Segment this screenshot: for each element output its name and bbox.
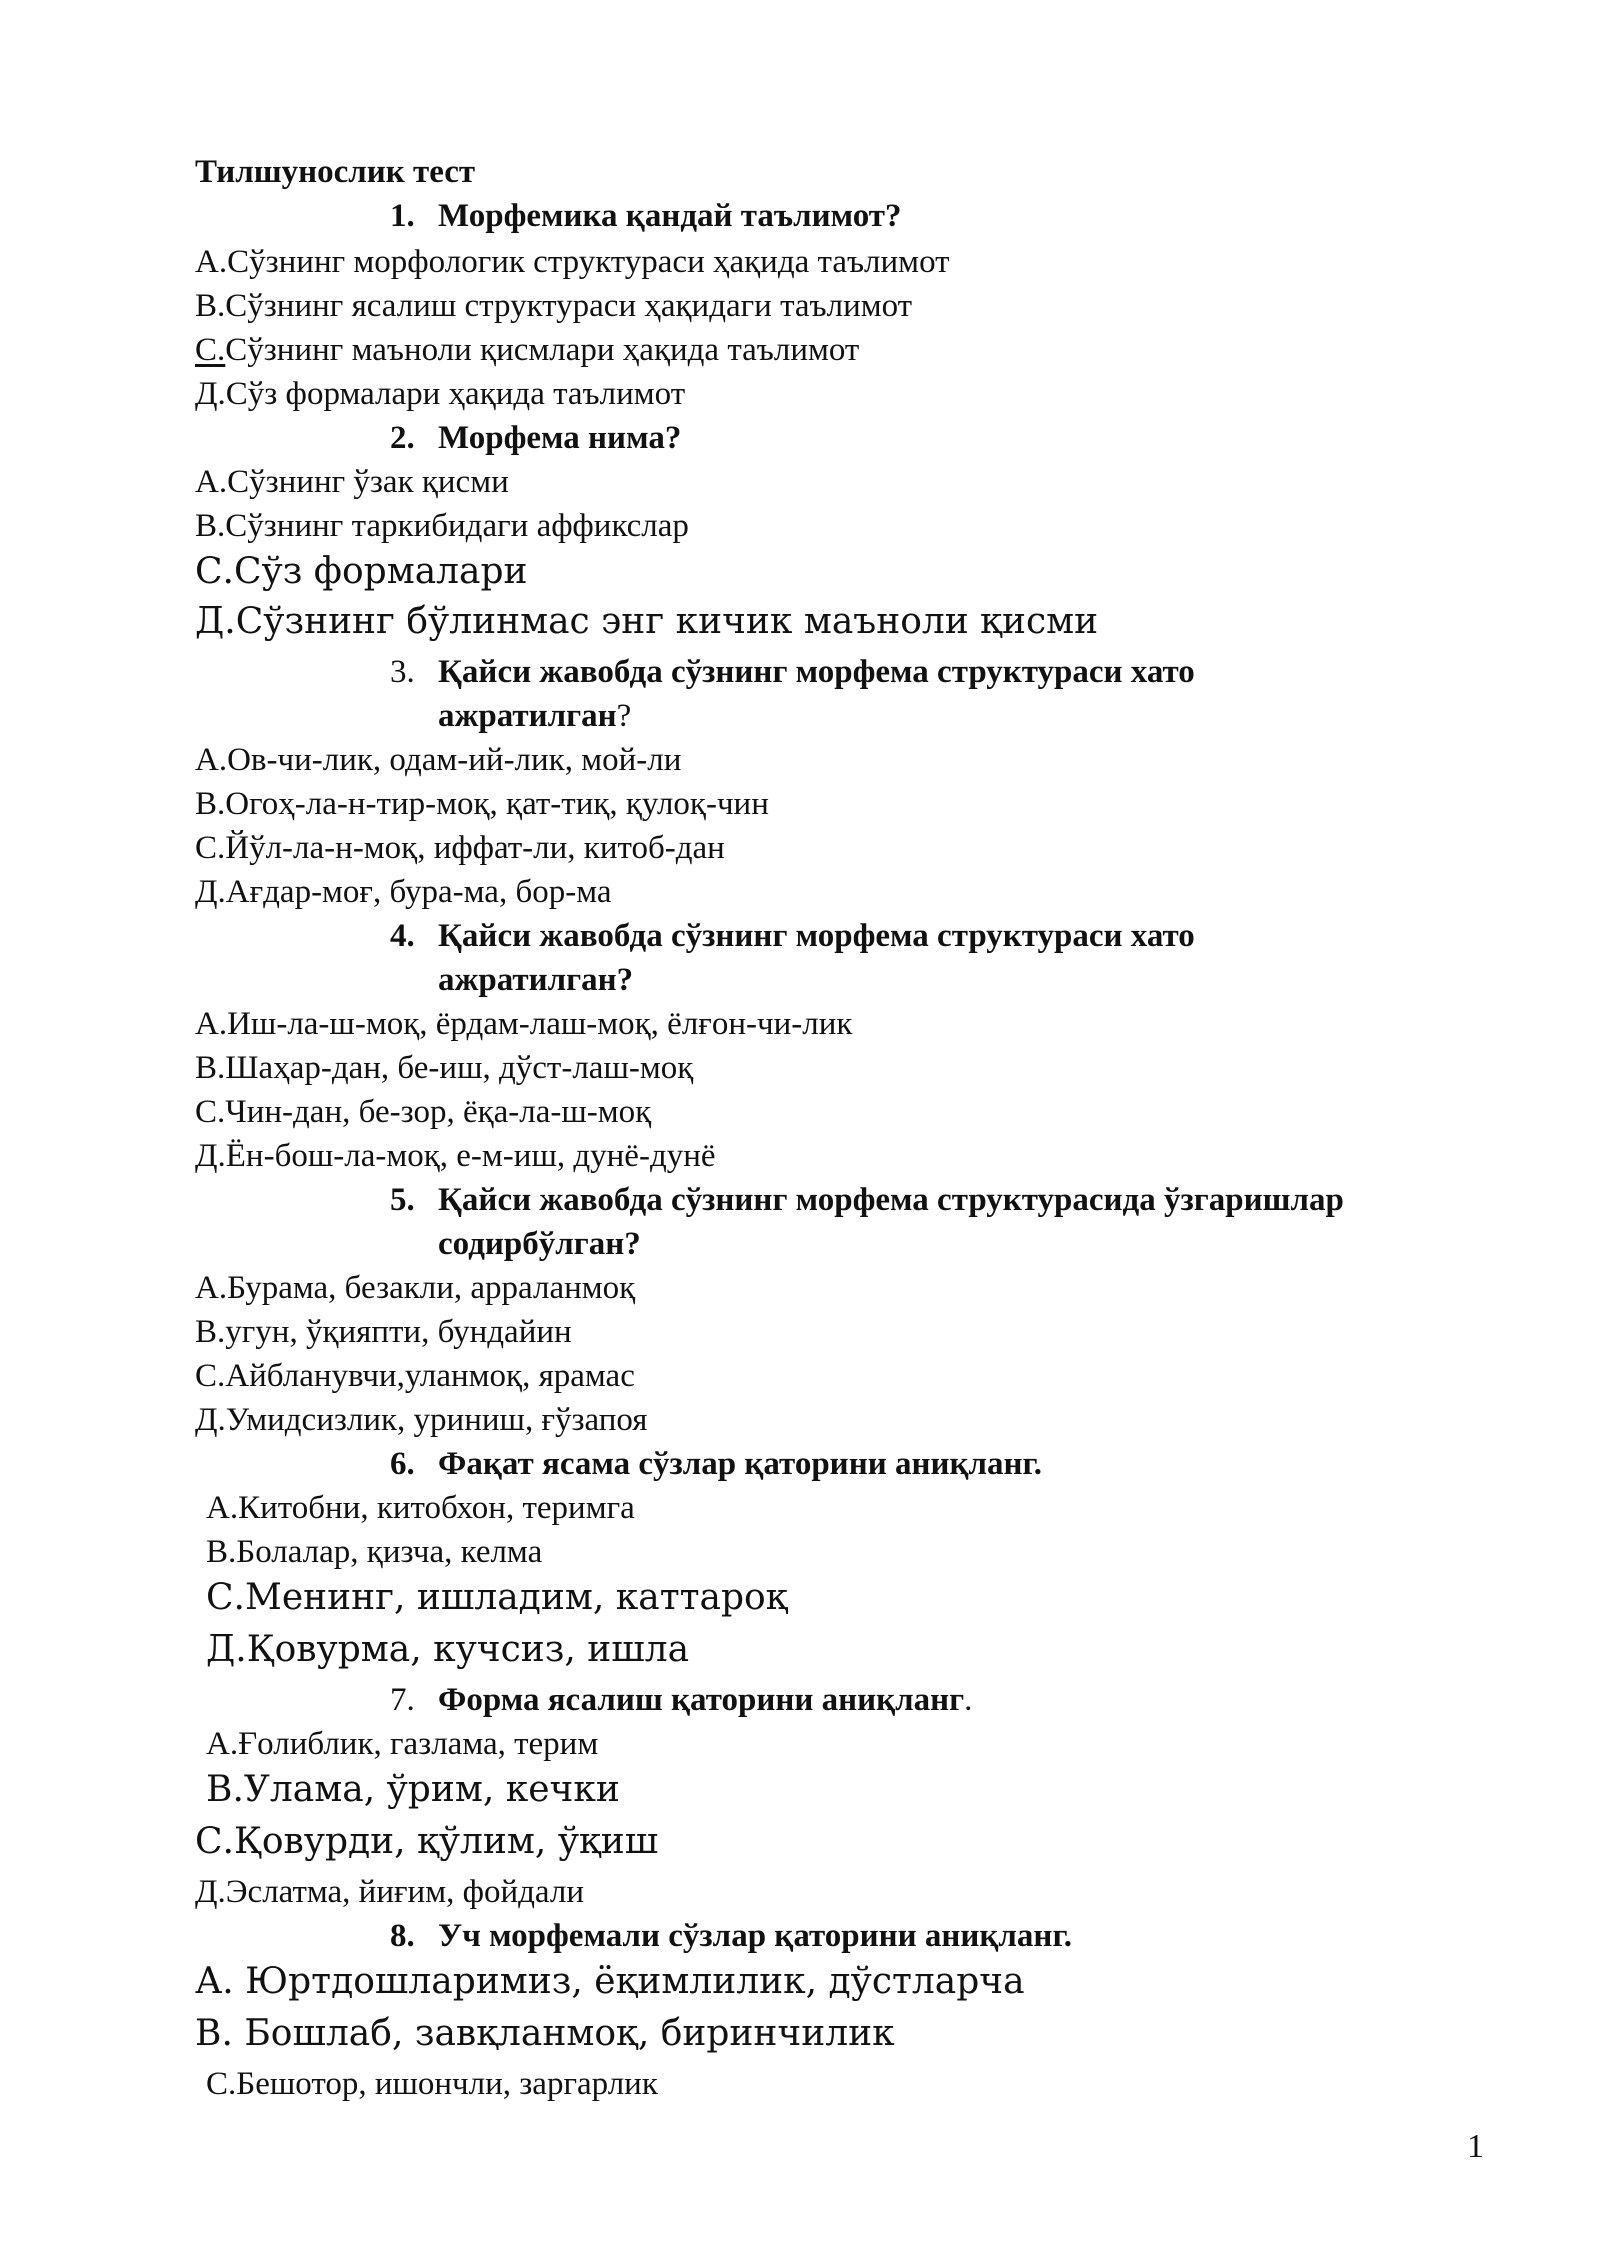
option-c: С.Айбланувчи,уланмоқ, ярамас [195, 1358, 635, 1394]
option-b: В.угун, ўқияпти, бундайин [195, 1314, 572, 1350]
question-2 [390, 422, 681, 455]
option-a: А.Сўзнинг ўзак қисми [195, 464, 509, 500]
question-text: Форма ясалиш қаторини аниқланг [438, 1682, 965, 1718]
option-c: С.Сўз формалари [195, 551, 528, 592]
option-a: А.Ғолиблик, газлама, терим [206, 1726, 599, 1762]
question-number: 4. [390, 918, 415, 954]
question-number: 8. [390, 1918, 415, 1954]
question-text-line-2: содирбўлган? [438, 1226, 641, 1262]
question-3-continuation [438, 700, 631, 733]
question-5 [390, 1184, 1344, 1217]
question-8 [390, 1920, 1072, 1953]
option-d: Д.Қовурма, кучсиз, ишла [206, 1629, 690, 1670]
question-tail: ? [616, 698, 632, 734]
option-a: А.Иш-ла-ш-моқ, ёрдам-лаш-моқ, ёлғон-чи-лик [195, 1006, 853, 1042]
page-number: 1 [1467, 2128, 1484, 2165]
option-b: В.Сўзнинг таркибидаги аффикслар [195, 508, 689, 544]
question-3 [390, 656, 1195, 689]
option-d: Д.Сўз формалари ҳақида таълимот [195, 376, 686, 412]
question-text-line-1: Қайси жавобда сўзнинг морфема структурасида ўзгаришлар [438, 1182, 1344, 1218]
question-text: Морфема нима? [438, 420, 682, 456]
option-b: В.Сўзнинг ясалиш структураси ҳақидаги таълимот [195, 288, 913, 324]
question-tail: . [964, 1682, 973, 1718]
question-4 [390, 920, 1195, 953]
question-number: 5. [390, 1182, 415, 1218]
question-number: 7. [390, 1682, 415, 1718]
option-c: С.Йўл-ла-н-моқ, иффат-ли, китоб-дан [195, 830, 725, 866]
question-text-line-1: Қайси жавобда сўзнинг морфема структураси хато [438, 918, 1195, 954]
question-text-line-2: ажратилган? [438, 962, 634, 998]
option-b: В. Бошлаб, завқланмоқ, биринчилик [195, 2013, 895, 2054]
question-number: 6. [390, 1446, 415, 1482]
option-a: А.Китобни, китобхон, теримга [206, 1490, 635, 1526]
question-6 [390, 1448, 1042, 1481]
option-c: С.Бешотор, ишончли, заргарлик [206, 2066, 658, 2102]
option-a: А.Сўзнинг морфологик структураси ҳақида таълимот [195, 244, 950, 280]
option-b: В.Огоҳ-ла-н-тир-моқ, қат-тиқ, қулоқ-чин [195, 786, 769, 822]
option-b: В.Шаҳар-дан, бе-иш, дўст-лаш-моқ [195, 1050, 694, 1086]
option-a: А. Юртдошларимиз, ёқимлилик, дўстларча [195, 1961, 1025, 2002]
option-d: Д.Сўзнинг бўлинмас энг кичик маъноли қисми [195, 601, 1099, 642]
question-text: Уч морфемали сўзлар қаторини аниқланг. [438, 1918, 1072, 1954]
question-7 [390, 1684, 972, 1717]
option-a: А.Бурама, безакли, арраланмоқ [195, 1270, 636, 1306]
option-d: Д.Умидсизлик, уриниш, ғўзапоя [195, 1402, 648, 1438]
question-text-line-2: ажратилган [438, 698, 617, 734]
question-1 [390, 200, 901, 233]
question-text: Фақат ясама сўзлар қаторини аниқланг. [438, 1446, 1043, 1482]
question-text-line-1: Қайси жавобда сўзнинг морфема структураси хато [438, 654, 1195, 690]
option-b: В.Улама, ўрим, кечки [206, 1769, 620, 1810]
option-d: Д.Ён-бош-ла-моқ, е-м-иш, дунё-дунё [195, 1138, 716, 1174]
document-title: Тилшунослик тест [195, 154, 476, 190]
option-d: Д.Ағдар-моғ, бура-ма, бор-ма [195, 874, 612, 910]
question-number: 1. [390, 198, 415, 234]
question-text: Морфемика қандай таълимот? [438, 198, 902, 234]
option-b: В.Болалар, қизча, келма [206, 1534, 543, 1570]
option-c [195, 334, 859, 367]
option-prefix: С. [195, 332, 226, 368]
option-text: Сўзнинг маъноли қисмлари ҳақида таълимот [225, 332, 860, 368]
option-c: С.Менинг, ишладим, каттароқ [206, 1577, 788, 1618]
option-d: Д.Эслатма, йиғим, фойдали [195, 1874, 584, 1910]
question-number: 3. [390, 654, 415, 690]
option-a: А.Ов-чи-лик, одам-ий-лик, мой-ли [195, 742, 682, 778]
option-c: С.Қовурди, қўлим, ўқиш [195, 1821, 659, 1862]
question-number: 2. [390, 420, 415, 456]
option-c: С.Чин-дан, бе-зор, ёқа-ла-ш-моқ [195, 1094, 652, 1130]
